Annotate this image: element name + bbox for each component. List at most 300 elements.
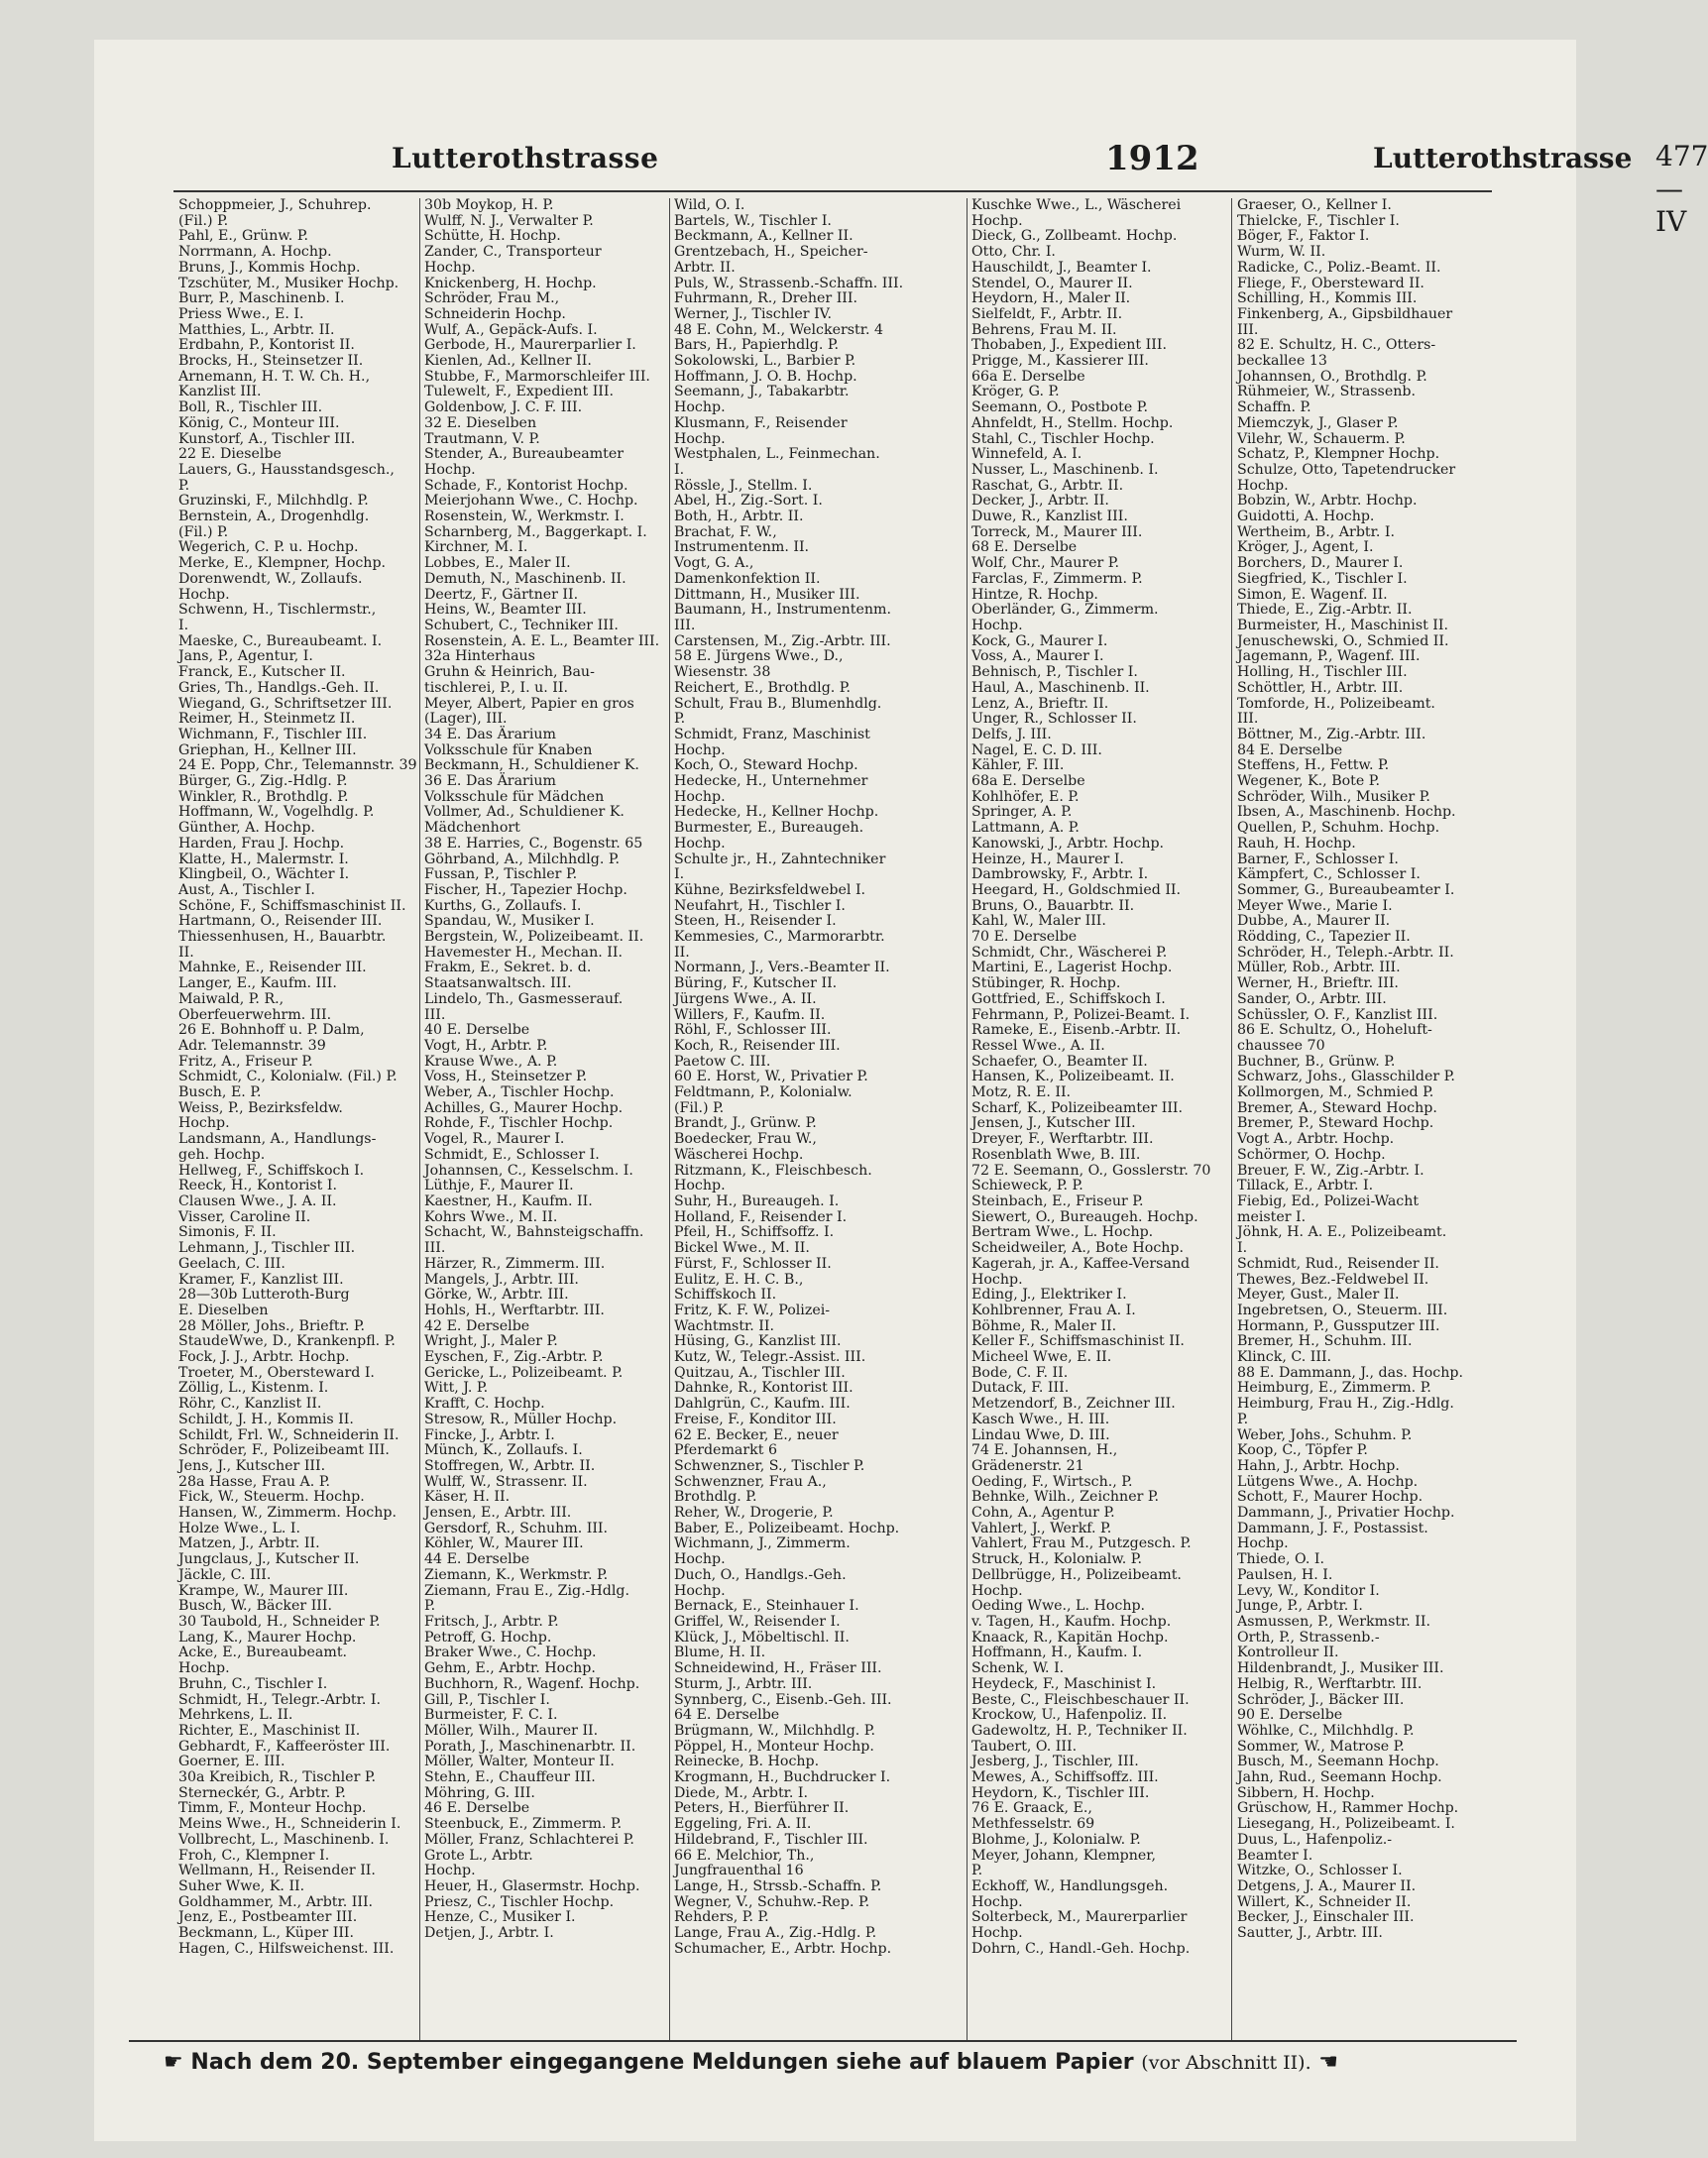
directory-entry: III. (424, 1240, 446, 1257)
directory-entry: 90 E. Derselbe (1237, 1707, 1343, 1724)
directory-entry: Sibbern, H. Hochp. (1237, 1784, 1375, 1801)
directory-entry: Lobbes, E., Maler II. (424, 555, 571, 572)
directory-entry: Seemann, J., Tabakarbtr. (674, 384, 850, 400)
directory-entry: meister I. (1237, 1208, 1307, 1225)
directory-entry: Kontrolleur II. (1237, 1645, 1339, 1661)
directory-entry: Behnisch, P., Tischler I. (971, 664, 1138, 681)
directory-entry: Wiesenstr. 38 (674, 664, 771, 681)
directory-entry: 68 E. Derselbe (971, 539, 1078, 556)
directory-entry: Asmussen, P., Werkmstr. II. (1237, 1613, 1431, 1630)
directory-entry: Hildenbrandt, J., Musiker III. (1237, 1660, 1444, 1677)
directory-entry: Schiffskoch II. (674, 1287, 777, 1304)
directory-entry: Pfeil, H., Schiffsoffz. I. (674, 1224, 835, 1241)
directory-entry: Ziemann, Frau E., Zig.-Hdlg. (424, 1582, 629, 1599)
directory-entry: Kröger, G. P. (971, 384, 1060, 400)
directory-entry: Prigge, M., Kassierer III. (971, 353, 1149, 370)
directory-entry: Röhl, F., Schlosser III. (674, 1022, 832, 1039)
directory-entry: Borchers, D., Maurer I. (1237, 555, 1404, 572)
directory-entry: Schneiderin Hochp. (424, 305, 566, 322)
directory-entry: II. (674, 944, 690, 961)
directory-entry: Steffens, H., Fettw. P. (1237, 757, 1390, 774)
directory-entry: Günther, A. Hochp. (178, 820, 315, 837)
directory-entry: Freise, F., Konditor III. (674, 1411, 837, 1427)
directory-entry: Vollbrecht, L., Maschinenb. I. (178, 1831, 390, 1848)
directory-entry: Schade, F., Kontorist Hochp. (424, 477, 628, 494)
footer-notice (164, 2050, 1338, 2075)
directory-entry: Busch, W., Bäcker III. (178, 1598, 333, 1615)
directory-entry: Krockow, U., Hafenpoliz. II. (971, 1707, 1168, 1724)
directory-entry: Neufahrt, H., Tischler I. (674, 897, 846, 914)
directory-entry: Hochp. (424, 461, 476, 478)
directory-entry: Demuth, N., Maschinenb. II. (424, 570, 626, 587)
directory-entry: v. Tagen, H., Kaufm. Hochp. (971, 1613, 1172, 1630)
directory-entry: Schilling, H., Kommis III. (1237, 290, 1418, 307)
directory-entry: Sommer, W., Matrose P. (1237, 1738, 1405, 1755)
directory-entry: StaudeWwe, D., Krankenpfl. P. (178, 1333, 396, 1350)
directory-entry: Hochp. (674, 741, 726, 758)
directory-entry: Kahl, W., Maler III. (971, 913, 1106, 930)
directory-entry: 68a E. Derselbe (971, 773, 1085, 790)
directory-entry: Kagerah, jr. A., Kaffee-Versand (971, 1255, 1191, 1272)
directory-entry: Dahlgrün, C., Kaufm. III. (674, 1396, 851, 1413)
directory-entry: Kohlbrenner, Frau A. I. (971, 1302, 1136, 1318)
directory-entry: Krafft, C. Hochp. (424, 1396, 545, 1413)
directory-entry: Härzer, R., Zimmerm. III. (424, 1255, 606, 1272)
directory-entry: Haul, A., Maschinenb. II. (971, 679, 1150, 696)
directory-entry: Keller F., Schiffsmaschinist II. (971, 1333, 1185, 1350)
directory-entry: Rosenblath Wwe, B. III. (971, 1146, 1141, 1163)
directory-entry: Dreyer, F., Werftarbtr. III. (971, 1131, 1154, 1148)
directory-entry: Lütgens Wwe., A. Hochp. (1237, 1473, 1419, 1490)
directory-entry: Dammann, J. F., Postassist. (1237, 1520, 1428, 1536)
directory-entry: Bruhn, C., Tischler I. (178, 1675, 328, 1692)
directory-entry: Schmidt, Chr., Wäscherei P. (971, 944, 1168, 961)
directory-entry: Franck, E., Kutscher II. (178, 664, 346, 681)
directory-entry: Hedecke, H., Kellner Hochp. (674, 804, 879, 821)
directory-entry: Hochp. (674, 835, 726, 852)
directory-entry: Heins, W., Beamter III. (424, 602, 587, 619)
directory-entry: Dammann, J., Privatier Hochp. (1237, 1505, 1455, 1522)
directory-entry: Schörmer, O. Hochp. (1237, 1146, 1386, 1163)
directory-entry: Büring, F., Kutscher II. (674, 975, 838, 992)
directory-entry: Diede, M., Arbtr. I. (674, 1784, 809, 1801)
directory-entry: Siewert, O., Bureaugeh. Hochp. (971, 1208, 1198, 1225)
directory-entry: Orth, P., Strassenb.- (1237, 1629, 1380, 1646)
directory-entry: Sielfeldt, F., Arbtr. II. (971, 305, 1123, 322)
directory-entry: Norrmann, A. Hochp. (178, 244, 332, 261)
directory-entry: Schwenzner, S., Tischler P. (674, 1457, 865, 1474)
directory-entry: Thiede, O. I. (1237, 1551, 1324, 1568)
directory-entry: Nagel, E. C. D. III. (971, 741, 1102, 758)
directory-entry: Brothdlg. P. (674, 1489, 757, 1506)
directory-entry: Hormann, P., Gussputzer III. (1237, 1317, 1440, 1334)
directory-entry: Baumann, H., Instrumentenm. (674, 602, 891, 619)
directory-entry: Grote L., Arbtr. (424, 1847, 533, 1864)
directory-entry: Hochp. (674, 399, 726, 416)
directory-entry: Jungfrauenthal 16 (674, 1863, 804, 1879)
directory-entry: P. (674, 711, 686, 728)
directory-entry: Hoffmann, H., Kaufm. I. (971, 1645, 1143, 1661)
directory-entry: Beckmann, L., Küper III. (178, 1925, 355, 1942)
directory-entry: Knickenberg, H. Hochp. (424, 275, 597, 291)
directory-entry: Hansen, K., Polizeibeamt. II. (971, 1069, 1175, 1085)
directory-entry: 28 Möller, Johs., Brieftr. P. (178, 1317, 366, 1334)
directory-entry: Hohls, H., Werftarbtr. III. (424, 1302, 605, 1318)
directory-entry: Hochp. (178, 1660, 230, 1677)
directory-entry: Krampe, W., Maurer III. (178, 1582, 349, 1599)
directory-entry: Wulff, W., Strassenr. II. (424, 1473, 588, 1490)
directory-entry: Stahl, C., Tischler Hochp. (971, 430, 1155, 447)
directory-entry: Kurths, G., Zollaufs. I. (424, 897, 582, 914)
directory-entry: Thiessenhusen, H., Bauarbtr. (178, 929, 387, 946)
directory-entry: Beckmann, A., Kellner II. (674, 228, 854, 245)
directory-entry: Zander, C., Transporteur (424, 244, 602, 261)
directory-entry: Grüschow, H., Rammer Hochp. (1237, 1800, 1459, 1817)
directory-entry: Schmidt, E., Schlosser I. (424, 1146, 600, 1163)
directory-entry: 86 E. Schultz, O., Hoheluft- (1237, 1022, 1432, 1039)
directory-entry: Nusser, L., Maschinenb. I. (971, 461, 1159, 478)
directory-entry: Cohn, A., Agentur P. (971, 1505, 1115, 1522)
directory-entry: Voss, A., Maurer I. (971, 648, 1104, 665)
directory-entry: Hüsing, G., Kanzlist III. (674, 1333, 842, 1350)
directory-entry: Puls, W., Strassenb.-Schaffn. III. (674, 275, 904, 291)
directory-entry: Wellmann, H., Reisender II. (178, 1863, 376, 1879)
directory-entry: Griephan, H., Kellner III. (178, 741, 357, 758)
directory-entry: Fliege, F., Obersteward II. (1237, 275, 1424, 291)
directory-entry: Normann, J., Vers.-Beamter II. (674, 960, 890, 976)
directory-entry: Abel, H., Zig.-Sort. I. (674, 493, 823, 510)
street-title-left: Lutterothstrasse (392, 142, 659, 174)
directory-entry: Hahn, J., Arbtr. Hochp. (1237, 1457, 1400, 1474)
directory-entry: Fürst, F., Schlosser II. (674, 1255, 832, 1272)
directory-entry: Hochp. (674, 1551, 726, 1568)
directory-entry: Feldtmann, P., Kolonialw. (674, 1084, 853, 1101)
directory-entry: Witzke, O., Schlosser I. (1237, 1863, 1403, 1879)
directory-entry: I. (674, 461, 685, 478)
directory-entry: Kämpfert, C., Schlosser I. (1237, 866, 1421, 883)
directory-entry: Kanzlist III. (178, 384, 262, 400)
directory-entry: Boedecker, Frau W., (674, 1131, 817, 1148)
directory-entry: Stübinger, R. Hochp. (971, 975, 1121, 992)
directory-entry: Schaffn. P. (1237, 399, 1311, 416)
directory-entry: Schwenzner, Frau A., (674, 1473, 827, 1490)
directory-entry: Duus, L., Hafenpoliz.- (1237, 1831, 1392, 1848)
directory-entry: Hochp. (971, 1893, 1023, 1910)
directory-entry: Gebhardt, F., Kaffeeröster III. (178, 1738, 391, 1755)
directory-entry: III. (1237, 711, 1259, 728)
directory-entry: Vollmer, Ad., Schuldiener K. (424, 804, 625, 821)
directory-entry: Hauschildt, J., Beamter I. (971, 259, 1152, 276)
directory-entry: Bürger, G., Zig.-Hdlg. P. (178, 773, 348, 790)
directory-entry: Schulte jr., H., Zahntechniker (674, 851, 886, 867)
directory-entry: Hedecke, H., Unternehmer (674, 773, 868, 790)
directory-entry: Arnemann, H. T. W. Ch. H., (178, 368, 371, 385)
directory-entry: Brandt, J., Grünw. P. (674, 1115, 817, 1132)
directory-entry: Decker, J., Arbtr. II. (971, 493, 1109, 510)
directory-entry: Priess Wwe., E. I. (178, 305, 304, 322)
directory-entry: Busch, M., Seemann Hochp. (1237, 1754, 1439, 1770)
directory-entry: Maeske, C., Bureaubeamt. I. (178, 632, 383, 649)
directory-entry: Kröger, J., Agent, I. (1237, 539, 1374, 556)
directory-entry: Acke, E., Bureaubeamt. (178, 1645, 348, 1661)
directory-entry: Wegener, K., Bote P. (1237, 773, 1380, 790)
directory-entry: Mädchenhort (424, 820, 520, 837)
directory-entry: Achilles, G., Maurer Hochp. (424, 1099, 624, 1116)
directory-entry: 40 E. Derselbe (424, 1022, 530, 1039)
directory-entry: Vogt, H., Arbtr. P. (424, 1037, 548, 1054)
directory-entry: Schacht, W., Bahnsteigschaffn. (424, 1224, 644, 1241)
directory-entry: Behnke, Wilh., Zeichner P. (971, 1489, 1160, 1506)
directory-entry: Levy, W., Konditor I. (1237, 1582, 1380, 1599)
directory-entry: Oeding Wwe., L. Hochp. (971, 1598, 1146, 1615)
directory-entry: Jäckle, C. III. (178, 1566, 272, 1583)
directory-entry: Tomforde, H., Polizeibeamt. (1237, 695, 1435, 712)
directory-entry: Fuhrmann, R., Dreher III. (674, 290, 858, 307)
directory-entry: Stendel, O., Maurer II. (971, 275, 1133, 291)
directory-entry: Steenbuck, E., Zimmerm. P. (424, 1816, 623, 1833)
directory-entry: Deertz, F., Gärtner II. (424, 586, 579, 603)
directory-entry: Jensen, J., Kutscher III. (971, 1115, 1136, 1132)
directory-entry: Hochp. (674, 1178, 726, 1194)
directory-entry: Peters, H., Bierführer II. (674, 1800, 850, 1817)
directory-entry: Springer, A. P. (971, 804, 1073, 821)
directory-entry: Lindelo, Th., Gasmesserauf. (424, 990, 624, 1007)
directory-entry: Harden, Frau J. Hochp. (178, 835, 345, 852)
directory-entry: Busch, E. P. (178, 1084, 262, 1101)
directory-entry: Baber, E., Polizeibeamt. Hochp. (674, 1520, 900, 1536)
directory-entry: Jagemann, P., Wagenf. III. (1237, 648, 1421, 665)
directory-entry: Lehmann, J., Tischler III. (178, 1240, 356, 1257)
directory-entry: Jenz, E., Postbeamter III. (178, 1909, 358, 1926)
directory-entry: Winnefeld, A. I. (971, 446, 1082, 463)
directory-entry: Schubert, C., Techniker III. (424, 617, 619, 633)
directory-entry: Gill, P., Tischler I. (424, 1691, 550, 1708)
directory-entry: Kasch Wwe., H. III. (971, 1411, 1110, 1427)
directory-entry: 22 E. Dieselbe (178, 446, 282, 463)
directory-entry: Brachat, F. W., (674, 523, 777, 540)
directory-entry: Käser, H. II. (424, 1489, 511, 1506)
directory-entry: Schröder, Frau M., (424, 290, 560, 307)
directory-entry: geh. Hochp. (178, 1146, 266, 1163)
directory-entry: Scheidweiler, A., Bote Hochp. (971, 1240, 1185, 1257)
directory-entry: Eulitz, E. H. C. B., (674, 1271, 804, 1288)
directory-entry: Meyer, Johann, Klempner, (971, 1847, 1157, 1864)
directory-entry: Knaack, R., Kapitän Hochp. (971, 1629, 1169, 1646)
directory-entry: 70 E. Derselbe (971, 929, 1078, 946)
directory-entry: Wright, J., Maler P. (424, 1333, 558, 1350)
directory-entry: Schütte, H. Hochp. (424, 228, 561, 245)
directory-entry: Zöllig, L., Kistenm. I. (178, 1380, 329, 1397)
directory-entry: Burmeister, H., Maschinist II. (1237, 617, 1449, 633)
directory-entry: Lenz, A., Brieftr. II. (971, 695, 1109, 712)
directory-entry: Kirchner, M. I. (424, 539, 528, 556)
directory-entry: Hochp. (178, 1115, 230, 1132)
column-5 (1237, 198, 1485, 2037)
footer-rule (129, 2040, 1517, 2042)
directory-entry: Blume, H. II. (674, 1645, 766, 1661)
directory-entry: Petroff, G. Hochp. (424, 1629, 552, 1646)
directory-entry: Rauh, H. Hochp. (1237, 835, 1356, 852)
directory-entry: Hoffmann, J. O. B. Hochp. (674, 368, 857, 385)
directory-entry: Bode, C. F. II. (971, 1364, 1069, 1381)
directory-entry: (Fil.) P. (178, 212, 229, 229)
directory-entry: Hochp. (1237, 477, 1289, 494)
directory-entry: Schmidt, Rud., Reisender II. (1237, 1255, 1439, 1272)
directory-entry: Steinbach, E., Friseur P. (971, 1193, 1144, 1209)
directory-entry: Carstensen, M., Zig.-Arbtr. III. (674, 632, 891, 649)
directory-entry: Westphalen, L., Feinmechan. (674, 446, 880, 463)
directory-entry: Sturm, J., Arbtr. III. (674, 1675, 813, 1692)
directory-entry: Meins Wwe., H., Schneiderin I. (178, 1816, 401, 1833)
directory-entry: Maiwald, P. R., (178, 990, 285, 1007)
directory-entry: Hochp. (971, 1925, 1023, 1942)
directory-entry: Farclas, F., Zimmerm. P. (971, 570, 1143, 587)
directory-entry: Holland, F., Reisender I. (674, 1208, 848, 1225)
directory-entry: Heydorn, H., Maler II. (971, 290, 1131, 307)
directory-entry: Koch, R., Reisender III. (674, 1037, 841, 1054)
directory-entry: Radicke, C., Poliz.-Beamt. II. (1237, 259, 1441, 276)
directory-entry: Koch, O., Steward Hochp. (674, 757, 858, 774)
directory-entry: Jensen, E., Arbtr. III. (424, 1505, 572, 1522)
directory-entry: Aust, A., Tischler I. (178, 881, 315, 898)
directory-entry: Burmester, E., Bureaugeh. (674, 820, 864, 837)
directory-entry: Sterneckér, G., Arbtr. P. (178, 1784, 346, 1801)
directory-entry: Schatz, P., Klempner Hochp. (1237, 446, 1440, 463)
directory-entry: Paetow C. III. (674, 1053, 771, 1070)
directory-entry: Griffel, W., Reisender I. (674, 1613, 841, 1630)
directory-entry: Krause Wwe., A. P. (424, 1053, 558, 1070)
directory-entry: Mewes, A., Schiffsoffz. III. (971, 1769, 1159, 1786)
directory-entry: Dellbrügge, H., Polizeibeamt. (971, 1566, 1182, 1583)
directory-entry: Möller, Franz, Schlachterei P. (424, 1831, 634, 1848)
directory-entry: 30a Kreibich, R., Tischler P. (178, 1769, 377, 1786)
directory-entry: Eyschen, F., Zig.-Arbtr. P. (424, 1349, 604, 1366)
directory-entry: Reichert, E., Brothdlg. P. (674, 679, 851, 696)
footer-tail: (vor Abschnitt II). (1141, 2052, 1311, 2074)
directory-entry: Hochp. (1237, 1535, 1289, 1552)
directory-entry: Johannsen, O., Brothdlg. P. (1237, 368, 1427, 385)
directory-entry: I. (178, 617, 189, 633)
directory-entry: Wichmann, F., Tischler III. (178, 726, 368, 742)
directory-entry: Wöhlke, C., Milchhdlg. P. (1237, 1722, 1415, 1739)
directory-entry: Schwenn, H., Tischlermstr., (178, 602, 377, 619)
directory-entry: Meyer Wwe., Marie I. (1237, 897, 1393, 914)
directory-entry: 58 E. Jürgens Wwe., D., (674, 648, 844, 665)
directory-entry: Brügmann, W., Milchhdlg. P. (674, 1722, 875, 1739)
directory-entry: Vogel, R., Maurer I. (424, 1131, 565, 1148)
directory-entry: Grädenerstr. 21 (971, 1457, 1084, 1474)
directory-entry: Clausen Wwe., J. A. II. (178, 1193, 337, 1209)
directory-entry: Gruhn & Heinrich, Bau- (424, 664, 595, 681)
directory-entry: Metzendorf, B., Zeichner III. (971, 1396, 1176, 1413)
directory-entry: Meierjohann Wwe., C. Hochp. (424, 493, 638, 510)
directory-entry: Kanowski, J., Arbtr. Hochp. (971, 835, 1165, 852)
directory-entry: Schröder, F., Polizeibeamt III. (178, 1442, 390, 1459)
directory-entry: Thewes, Bez.-Feldwebel II. (1237, 1271, 1429, 1288)
directory-entry: Dohrn, C., Handl.-Geh. Hochp. (971, 1940, 1191, 1957)
directory-entry: 64 E. Derselbe (674, 1707, 780, 1724)
directory-entry: Tzschüter, M., Musiker Hochp. (178, 275, 399, 291)
directory-entry: Kollmorgen, M., Schmied P. (1237, 1084, 1434, 1101)
directory-entry: Timm, F., Monteur Hochp. (178, 1800, 367, 1817)
directory-entry: Jenuschewski, O., Schmied II. (1237, 632, 1449, 649)
directory-entry: Rehders, P. P. (674, 1909, 769, 1926)
directory-entry: Damenkonfektion II. (674, 570, 821, 587)
directory-entry: Lange, H., Strssb.-Schaffn. P. (674, 1877, 882, 1894)
directory-entry: Weiss, P., Bezirksfeldw. (178, 1099, 343, 1116)
directory-entry: Lindau Wwe, D. III. (971, 1426, 1110, 1443)
header-rule (173, 190, 1492, 192)
directory-entry: Geelach, C. III. (178, 1255, 285, 1272)
directory-entry: Rössle, J., Stellm. I. (674, 477, 813, 494)
directory-entry: Sander, O., Arbtr. III. (1237, 990, 1387, 1007)
directory-entry: Suher Wwe, K. II. (178, 1877, 305, 1894)
directory-entry: Becker, J., Einschaler III. (1237, 1909, 1415, 1926)
directory-entry: 28a Hasse, Frau A. P. (178, 1473, 331, 1490)
directory-entry: Lauers, G., Hausstandsgesch., (178, 461, 395, 478)
directory-entry: Paulsen, H. I. (1237, 1566, 1333, 1583)
directory-entry: 46 E. Derselbe (424, 1800, 530, 1817)
directory-entry: Gersdorf, R., Schuhm. III. (424, 1520, 609, 1536)
directory-entry: Koop, C., Töpfer P. (1237, 1442, 1368, 1459)
directory-entry: Richter, E., Maschinist II. (178, 1722, 361, 1739)
directory-entry: 32a Hinterhaus (424, 648, 535, 665)
directory-entry: P. (971, 1863, 983, 1879)
directory-entry: Vogt A., Arbtr. Hochp. (1237, 1131, 1395, 1148)
directory-entry: Meyer, Albert, Papier en gros (424, 695, 634, 712)
directory-entry: Kemmesies, C., Marmorarbtr. (674, 929, 885, 946)
directory-entry: Hildebrand, F., Tischler III. (674, 1831, 868, 1848)
directory-entry: beckallee 13 (1237, 353, 1327, 370)
directory-entry: Schulze, Otto, Tapetendrucker (1237, 461, 1456, 478)
directory-entry: Gottfried, E., Schiffskoch I. (971, 990, 1166, 1007)
directory-entry: Rameke, E., Eisenb.-Arbtr. II. (971, 1022, 1182, 1039)
directory-entry: Hochp. (424, 1863, 476, 1879)
column-2 (424, 198, 664, 2037)
directory-entry: III. (424, 1006, 446, 1023)
directory-entry: Lüthje, F., Maurer II. (424, 1178, 574, 1194)
directory-entry: Dahnke, R., Kontorist III. (674, 1380, 854, 1397)
directory-entry: Wulff, N. J., Verwalter P. (424, 212, 594, 229)
directory-entry: Gerbode, H., Maurerparlier I. (424, 337, 636, 354)
directory-entry: Wegerich, C. P. u. Hochp. (178, 539, 359, 556)
directory-entry: Stoffregen, W., Arbtr. II. (424, 1457, 596, 1474)
directory-entry: Rohde, F., Tischler Hochp. (424, 1115, 614, 1132)
directory-entry: Rosenstein, W., Werkmstr. I. (424, 509, 625, 525)
directory-entry: Bernstein, A., Drogenhdlg. (178, 509, 370, 525)
directory-entry: Jöhnk, H. A. E., Polizeibeamt. (1237, 1224, 1447, 1241)
directory-entry: Fritz, K. F. W., Polizei- (674, 1302, 831, 1318)
directory-entry: Jungclaus, J., Kutscher II. (178, 1551, 360, 1568)
directory-entry: 62 E. Becker, E., neuer (674, 1426, 839, 1443)
directory-entry: 36 E. Das Ärarium (424, 773, 556, 790)
directory-entry: Siegfried, K., Tischler I. (1237, 570, 1408, 587)
directory-entry: Heuer, H., Glasermstr. Hochp. (424, 1877, 640, 1894)
directory-entry: Tulewelt, F., Expedient III. (424, 384, 615, 400)
directory-entry: Ibsen, A., Maschinenb. Hochp. (1237, 804, 1456, 821)
directory-entry: Gericke, L., Polizeibeamt. P. (424, 1364, 624, 1381)
directory-entry: Reinecke, B. Hochp. (674, 1754, 820, 1770)
directory-entry: Wulf, A., Gepäck-Aufs. I. (424, 321, 598, 338)
directory-entry: P. (1237, 1411, 1249, 1427)
directory-entry: III. (674, 617, 696, 633)
directory-entry: Beckmann, H., Schuldiener K. (424, 757, 639, 774)
directory-entry: Sokolowski, L., Barbier P. (674, 353, 856, 370)
directory-entry: Hochp. (971, 1582, 1023, 1599)
directory-entry: Fischer, H., Tapezier Hochp. (424, 881, 627, 898)
directory-entry: Steen, H., Reisender I. (674, 913, 837, 930)
directory-entry: Rühmeier, W., Strassenb. (1237, 384, 1416, 400)
